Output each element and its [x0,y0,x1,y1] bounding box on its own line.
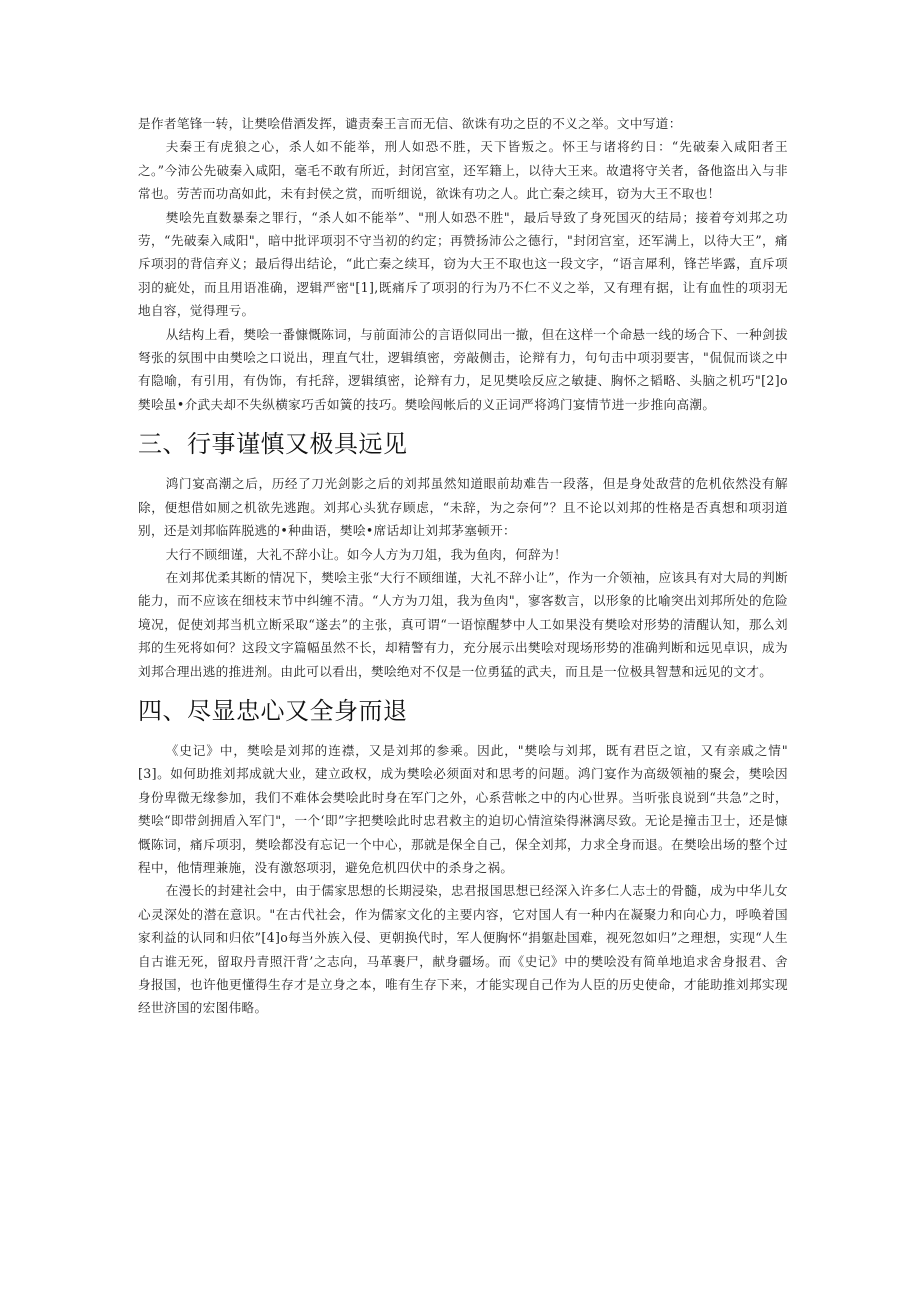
paragraph-structure: 从结构上看，樊哙一番慷慨陈词，与前面沛公的言语似同出一撤，但在这样一个命悬一线的场合下、一种剑拔弩张的氛围中由樊哙之口说出，理直气壮，逻辑缜密，旁敲侧击，论辩有力，句句击中项羽要害，"侃侃而谈之中有隐喻，有引用，有伪饰，有托辞，逻辑缜密，论辩有力，足见樊哙反应之敏捷、胸怀之韬略、头脑之机巧"[2]o樊哙虽•介武夫却不失纵横家巧舌如簧的技巧。樊哙闯帐后的义正词严将鸿门宴情节进一步推向高潮。 [138,326,788,412]
paragraph-loyalty: 《史记》中，樊哙是刘邦的连襟，又是刘邦的参乘。因此，"樊哙与刘邦，既有君臣之谊，又有亲戚之情"[3]。如何助推刘邦成就大业，建立政权，成为樊哙必须面对和思考的问题。鸿门宴作为高级领袖的聚会，樊哙因身份卑微无缘参加，我们不难体会樊哙此时身在军门之外，心系营帐之中的内心世界。当听张良说到“共急”之时，樊哙“即带剑拥盾入军门"，一个‘即”字把樊哙此时忠君救主的迫切心情渲染得淋漓尽致。无论是撞击卫士，还是慷慨陈词，痛斥项羽，樊哙都没有忘记一个中心，那就是保全自己，保全刘邦，力求全身而退。在樊哙出场的整个过程中，他情理兼施，没有激怒项羽，避免危机四伏中的杀身之祸。 [138,742,788,875]
paragraph-feudal-society: 在漫长的封建社会中，由于儒家思想的长期浸染，忠君报国思想已经深入许多仁人志士的骨髓，成为中华儿女心灵深处的潜在意识。"在古代社会，作为儒家文化的主要内容，它对国人有一种内在凝聚力和向心力，呼唤着国家利益的认同和归依”[4]o每当外族入侵、更朝换代时，军人便胸怀“捐躯赴国难，视死忽如归”之理想，实现“人生自古谁无死，留取丹青照汗背’之志向，马革裹尸，献身疆场。而《史记》中的樊哙没有简单地追求舍身报君、舍身报国，也许他更懂得生存才是立身之本，唯有生存下来，才能实现自己作为人臣的历史使命，才能助推刘邦实现经世济国的宏图伟略。 [138,883,788,1016]
quote-da-xing: 大行不顾细谨，大礼不辞小让。如今人方为刀俎，我为鱼肉，何辞为！ [165,546,567,562]
paragraph-analysis: 樊哙先直数暴秦之罪行，“杀人如不能举”、"刑人如恐不胜"，最后导致了身死国灭的结局；接着夸刘邦之功劳，“先破秦入咸阳"，暗中批评项羽不守当初的约定；再赞扬沛公之德行，"封闭宫室，还军满上，以待大王”，痛斥项羽的背信弃义；最后得出结论，“此亡秦之续耳，窃为大王不取也这一段文字，“语言犀利，锋芒毕露，直斥项羽的疵处，而且用语准确，逻辑严密"[1],既痛斥了项羽的行为乃不仁不义之举，又有理有据，让有血性的项羽无地自容，觉得理亏。 [138,209,788,319]
paragraph-after-climax: 鸿门宴高潮之后，历经了刀光剑影之后的刘邦虽然知道眼前劫难告一段落，但是身处敌营的危机依然没有解除，便想借如厕之机欲先逃跑。刘邦心头犹存顾虑，“未辞，为之奈何”？且不论以刘邦的性格是否真想和项羽道别，还是刘邦临阵脱逃的•种曲语，樊哙•席话却让刘邦茅塞顿开： [138,476,788,539]
section-heading-3: 三、行事谨慎又极具远见 [138,430,408,459]
document-body [138,112,788,1020]
paragraph-judgment: 在刘邦优柔其断的情况下，樊哙主张“大行不顾细谨，大礼不辞小让”，作为一介领袖，应该具有对大局的判断能力，而不应该在细枝末节中纠缠不清。“人方为刀俎，我为鱼肉"，寥客数言，以形象的比喻突出刘邦所处的危险境况，促使刘邦当机立断采取“遂去”的主张，真可谓“一语惊醒梦中人工如果没有樊哙对形势的清醒认知，那么刘邦的生死将如何？这段文字篇幅虽然不长，却精警有力，充分展示出樊哙对现场形势的准确判断和远见卓识，成为刘邦合理出逃的推进剂。由此可以看出，樊哙绝对不仅是一位勇猛的武夫，而且是一位极具智慧和远见的文才。 [138,569,788,679]
paragraph-intro: 是作者笔锋一转，让樊哙借酒发挥，谴责秦王言而无信、欲诛有功之臣的不义之举。文中写道： [138,116,682,131]
quote-fan-kuai-speech: 夫秦王有虎狼之心，杀人如不能举，刑人如恐不胜，天下皆叛之。怀王与诸将约日：“先破秦入咸阳者王之。”今沛公先破秦入咸阳，毫毛不敢有所近，封闭宫室，还军籍上，以待大王来。故遣将守关者，备他盗出入与非常也。劳苦而功高如此，未有封侯之赏，而听细说，欲诛有功之人。此亡秦之续耳，窃为大王不取也！ [138,139,788,202]
section-heading-4: 四、尽显忠心又全身而退 [138,696,408,725]
